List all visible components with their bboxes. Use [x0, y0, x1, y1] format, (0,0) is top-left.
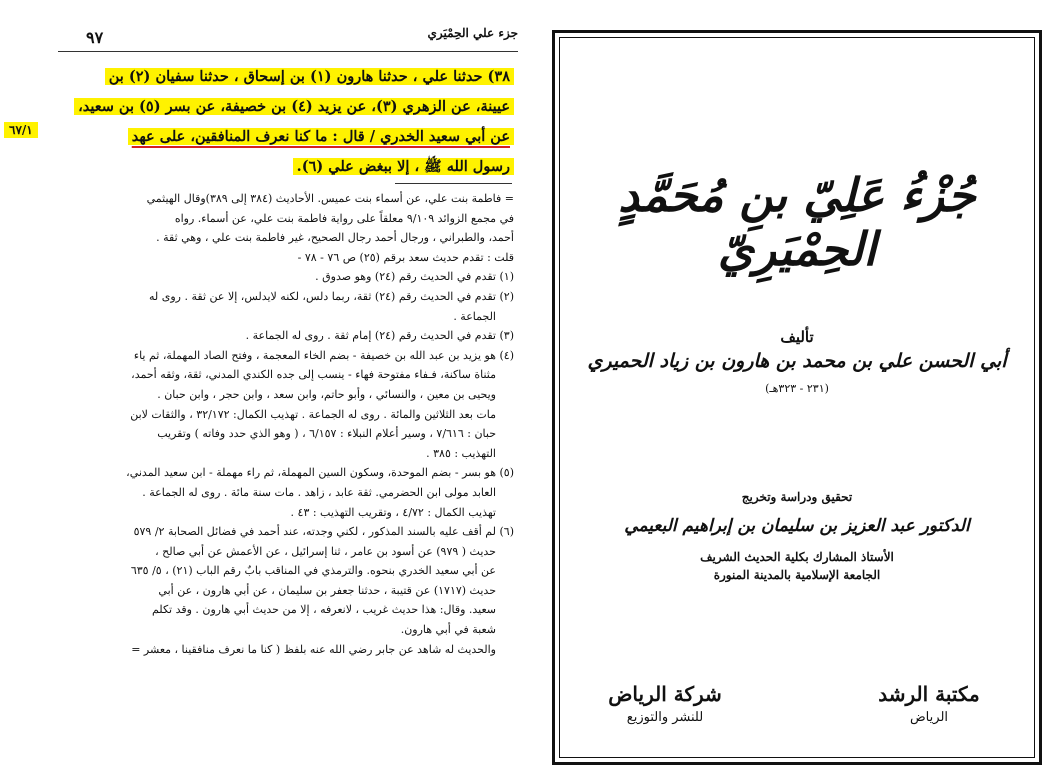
page-number: ٩٧: [86, 28, 104, 47]
side-reference: ٦٧/١: [4, 122, 38, 138]
highlighted-text: عيينة، عن الزهري (٣)، عن يزيد (٤) بن خصيفة، عن بسر (٥) بن سعيد،: [74, 98, 514, 115]
editor-position: الأستاذ المشارك بكلية الحديث الشريف: [700, 550, 894, 564]
footnote-line: حديث (١٧١٧) عن قتيبة ، حدثنا جعفر بن سليمان ، عن أبي هارون ، عن أبي: [158, 583, 496, 597]
footnote-line: (٥) هو بسر - بضم الموحدة، وسكون السين المهملة، ثم راء مهملة - ابن سعيد المدني،: [126, 466, 514, 480]
footnote-line: حديث ( ٩٧٩) عن أسود بن عامر ، ثنا إسرائيل ، عن الأعمش عن أبي صالح ،: [155, 544, 496, 558]
footnote-line: قلت : تقدم حديث سعد برقم (٢٥) ص ٧٦ - ٧٨ -: [297, 250, 514, 264]
footnote-line: حبان : ٧/٦١٦ ، وسير أعلام النبلاء : ٦/١٥٧ ، ( وهو الذي حدد وفاته ) وتقريب: [157, 427, 496, 441]
footnote-line: = فاطمة بنت علي، عن أسماء بنت عميس. الأحاديث (٣٨٤ إلى ٣٨٩)وقال الهيثمي: [146, 192, 514, 205]
footnote-line: تهذيب الكمال : ٤/٧٢ ، وتقريب التهذيب : ٤٣ .: [290, 505, 496, 519]
footnotes: [52, 189, 514, 659]
footnote-line: سعيد. وقال: هذا حديث غريب ، لانعرفه ، إلا من حديث أبي هارون . وقد تكلم: [151, 603, 496, 617]
hadith-line: [52, 62, 514, 92]
highlighted-text: رسول الله ﷺ ، إلا ببغض علي (٦).: [293, 158, 514, 175]
publisher-rushd: [854, 682, 1004, 725]
footnote-line: العابد مولى ابن الحضرمي. ثقة عابد ، زاهد . مات سنة مائة . روى له الجماعة .: [142, 485, 496, 499]
title-page-inner-border: [559, 37, 1035, 758]
highlighted-text: ٣٨) حدثنا علي ، حدثنا هارون (١) بن إسحاق ، حدثنا سفيان (٢) بن: [105, 68, 514, 85]
publisher-rushd-name: مكتبة الرشد: [878, 682, 980, 706]
footnote-line: عن أبي سعيد الخدري بنحوه. والترمذي في المناقب بابٌ رقم الباب (٢١) ، ٥/ ٦٣٥: [130, 564, 496, 578]
footnote-line: في مجمع الزوائد ٩/١٠٩ معلقاً على رواية فاطمة بنت علي، عن أسماء. رواه: [174, 211, 514, 225]
footnote-line: والحديث له شاهد عن جابر رضي الله عنه بلفظ ( كنا ما نعرف منافقينا ، معشر =: [131, 642, 496, 656]
publisher-rushd-city: الرياض: [909, 710, 949, 725]
footnote-line: (٦) لم أقف عليه بالسند المذكور ، لكني وجدته، عند أحمد في فضائل الصحابة ٢/ ٥٧٩: [133, 525, 514, 539]
publisher-riyadh-name: شركة الرياض: [608, 682, 722, 706]
editing-label: تحقيق ودراسة وتخريج: [741, 490, 853, 504]
hadith-text: [52, 62, 514, 182]
running-header: جزء علي الحِمْيَري: [427, 26, 518, 40]
author-name: أبي الحسن علي بن محمد بن هارون بن زياد الحميري: [587, 350, 1007, 372]
book-title: جُزْءُ عَلِيّ بنِ مُحَمَّدٍ الحِمْيَرِيّ: [618, 168, 976, 276]
footnote-line: شعبة في أبي هارون.: [400, 623, 496, 637]
publisher-riyadh: [590, 682, 740, 725]
header-rule: [58, 51, 518, 52]
footnote-line: (٤) هو يزيد بن عبد الله بن خصيفة - بضم الخاء المعجمة ، وفتح الصاد المهملة، ثم ياء: [133, 348, 514, 362]
author-dates: (٢٣١ - ٣٢٣هـ): [765, 382, 829, 395]
footnote-rule: [395, 183, 512, 184]
footnote-line: (٢) تقدم في الحديث رقم (٢٤) ثقة، ربما دلس، لكنه لايدلس، إلا عن ثقة . روى له: [149, 289, 514, 303]
footnote-line: مثناة ساكنة، فـفاء مفتوحة فهاء - ينسب إلى جده الكندي المدني، ثقة، وثقه أحمد،: [131, 368, 496, 382]
editor-institution: الجامعة الإسلامية بالمدينة المنورة: [713, 568, 881, 582]
footnote-line: ويحيى بن معين ، والنسائي ، وأبو حاتم، وابن سعد ، وابن حجر ، وابن حبان .: [157, 387, 496, 401]
footnote-line: التهذيب : ٣٨٥ .: [426, 446, 496, 460]
editor-name: الدكتور عبد العزيز بن سليمان بن إبراهيم البعيمي: [624, 516, 970, 536]
authorship-label: تأليف: [780, 328, 814, 346]
footnote-line: (٣) تقدم في الحديث رقم (٢٤) إمام ثقة . روى له الجماعة .: [245, 329, 514, 343]
publisher-riyadh-sub: للنشر والتوزيع: [626, 710, 704, 725]
hadith-line: [52, 152, 514, 182]
footnote-line: (١) تقدم في الحديث رقم (٢٤) وهو صدوق .: [315, 270, 514, 284]
title-page: [552, 30, 1042, 765]
hadith-line: [52, 122, 514, 152]
footnote-line: الجماعة .: [453, 309, 496, 323]
footnote-line: مات بعد الثلاثين والمائة . روى له الجماعة . تهذيب الكمال: ٣٢/١٧٢ ، والثقات لابن: [130, 407, 496, 421]
footnote-line: أحمد، والطبراني ، ورجال أحمد رجال الصحيح، غير فاطمة بنت علي ، وهي ثقة .: [156, 231, 514, 245]
hadith-line: [52, 92, 514, 122]
highlighted-underlined-text: عن أبي سعيد الخدري / قال : ما كنا نعرف المنافقين، على عهد: [128, 128, 514, 145]
